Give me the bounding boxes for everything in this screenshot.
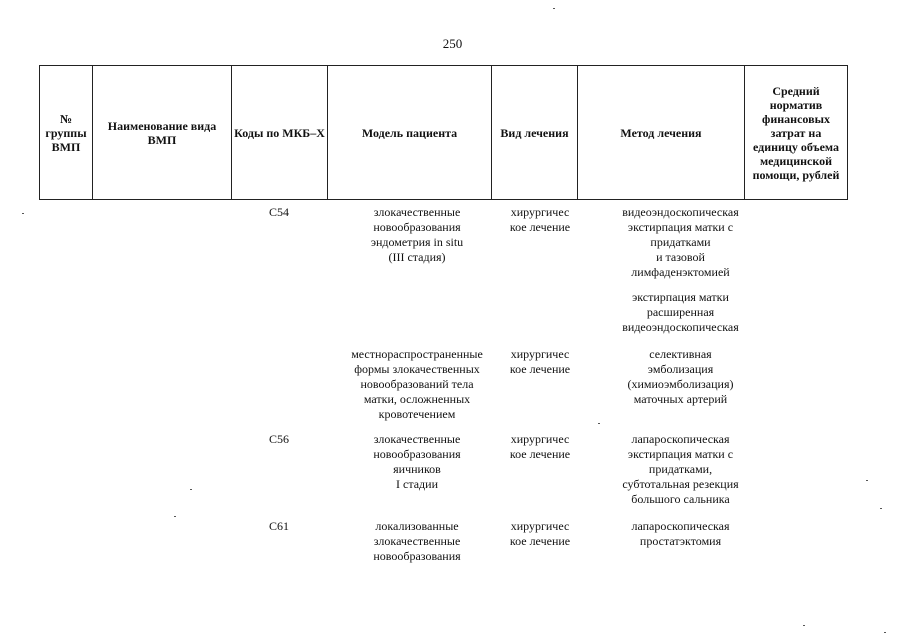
scan-speck [22,213,24,214]
row-treatment-type: хирургичес кое лечение [509,432,571,461]
row-patient-model: локализованные злокачественные новообразования [373,519,461,563]
scan-speck [190,489,192,490]
scan-speck [884,632,886,633]
row-treatment-type: хирургичес кое лечение [509,347,571,376]
row-method: видеоэндоскопическая экстирпация матки с придатками и тазовой лимфаденэктомией [622,205,739,279]
row-method: лапароскопическая простатэктомия [631,519,730,548]
scan-speck [880,508,882,509]
scan-speck [803,625,805,626]
col-header-icd-codes: Коды по МКБ–Х [232,66,328,200]
row-method: селективная эмболизация (химиоэмболизация) маточных артерий [627,347,734,406]
row-treatment-type: хирургичес кое лечение [509,519,571,548]
page-number: 250 [442,36,463,51]
row-code: C61 [268,519,289,533]
row-code: C54 [268,205,289,219]
row-patient-model: злокачественные новообразования эндометрия in situ (III стадия) [370,205,464,264]
scan-speck [553,8,555,9]
scan-speck [598,423,600,424]
col-header-treatment-method: Метод лечения [578,66,745,200]
row-method: лапароскопическая экстирпация матки с придатками, субтотальная резекция большого сальника [622,432,739,506]
col-header-avg-cost: Средний норматив финансовых затрат на единицу объема медицинской помощи, рублей [745,66,848,200]
row-patient-model: злокачественные новообразования яичников I стадии [373,432,461,491]
col-header-treatment-type: Вид лечения [492,66,578,200]
col-header-group-no: № группы ВМП [40,66,93,200]
row-treatment-type: хирургичес кое лечение [509,205,571,234]
row-code: C56 [268,432,289,446]
row-patient-model: местнораспространенные формы злокачественных новообразований тела матки, осложненных кровотечением [351,347,483,421]
table-header [39,65,848,200]
scan-speck [866,480,868,481]
header-row [40,66,848,200]
row-method: экстирпация матки расширенная видеоэндоскопическая [622,290,739,334]
scan-speck [174,516,176,517]
col-header-patient-model: Модель пациента [328,66,492,200]
col-header-vmp-name: Наименование вида ВМП [93,66,232,200]
